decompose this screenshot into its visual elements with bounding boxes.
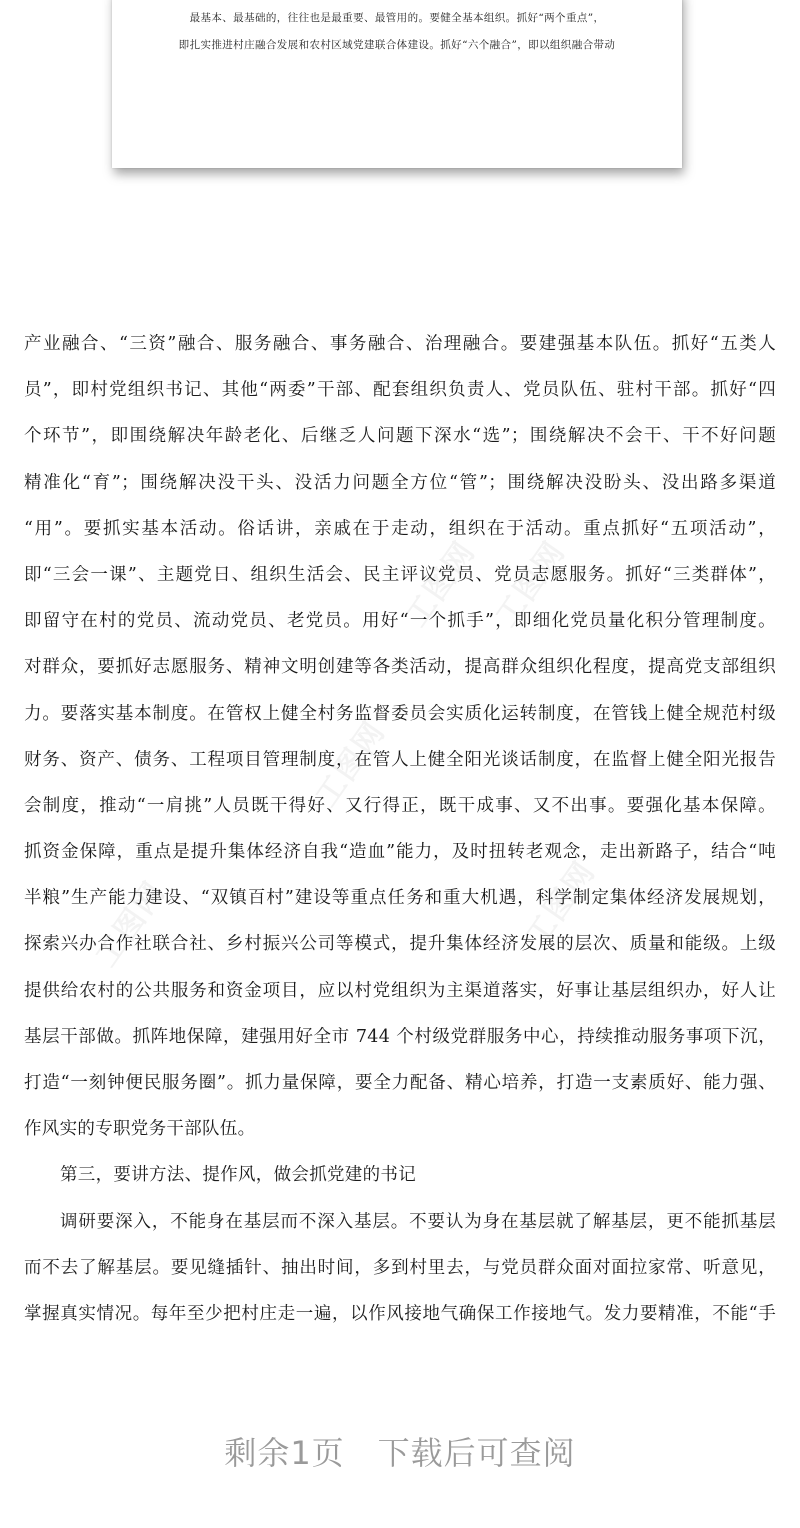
text-line: 打造“一刻钟便民服务圈”。抓力量保障，要全力配备、精心培养，打造一支素质好、能力强、	[24, 1073, 776, 1093]
previous-page-card	[112, 0, 682, 168]
text-line: “用”。要抓实基本活动。俗话讲，亲戚在于走动，组织在于活动。重点抓好“五项活动”，	[24, 518, 776, 539]
watermark: 工图网	[309, 714, 393, 814]
text-line: 对群众，要抓好志愿服务、精神文明创建等各类活动，提高群众组织化程度，提高党支部组织	[24, 657, 776, 678]
text-line: 会制度，推动“一肩挑”人员既干得好、又行得正，既干成事、又不出事。要强化基本保障。	[24, 795, 776, 816]
text-line: 个环节”，即围绕解决年龄老化、后继乏人问题下深水“选”；围绕解决不会干、干不好问题	[24, 426, 776, 447]
text-line: 产业融合、“三资”融合、服务融合、事务融合、治理融合。要建强基本队伍。抓好“五类人	[24, 334, 776, 354]
text-line: 员”，即村党组织书记、其他“两委”干部、配套组织负责人、党员队伍、驻村干部。抓好“四	[24, 380, 776, 401]
section-heading: 第三，要讲方法、提作风，做会抓党建的书记	[60, 1165, 416, 1186]
document-body	[24, 321, 776, 1337]
text-line: 力。要落实基本制度。在管权上健全村务监督委员会实质化运转制度，在管钱上健全规范村级	[24, 703, 776, 724]
text-line: 即“三会一课”、主题党日、组织生活会、民主评议党员、党员志愿服务。抓好“三类群体”，	[24, 564, 776, 585]
previous-page-line: 最基本、最基础的，往往也是最重要、最管用的。要健全基本组织。抓好“两个重点”，	[189, 12, 605, 24]
text-line: 调研要深入，不能身在基层而不深入基层。不要认为身在基层就了解基层，更不能抓基层	[60, 1211, 776, 1232]
watermark: 工图网	[89, 874, 173, 974]
previous-page-line: 即扎实推进村庄融合发展和农村区域党建联合体建设。抓好“六个融合”，即以组织融合带动	[178, 39, 616, 51]
watermark: 工图网	[519, 854, 603, 954]
watermark: 工图网	[489, 534, 573, 634]
text-line: 探索兴办合作社联合社、乡村振兴公司等模式，提升集体经济发展的层次、质量和能级。上级	[24, 934, 776, 955]
text-line: 作风实的专职党务干部队伍。	[24, 1119, 256, 1140]
remaining-pages-notice[interactable]: 剩余1页 下载后可查阅	[224, 1434, 576, 1472]
text-line: 即留守在村的党员、流动党员、老党员。用好“一个抓手”，即细化党员量化积分管理制度。	[24, 611, 776, 632]
text-line: 抓资金保障，重点是提升集体经济自我“造血”能力，及时扭转老观念，走出新路子，结合“吨	[24, 842, 776, 863]
text-line: 半粮”生产能力建设、“双镇百村”建设等重点任务和重大机遇，科学制定集体经济发展规划，	[24, 888, 776, 909]
text-line: 财务、资产、债务、工程项目管理制度，在管人上健全阳光谈话制度，在监督上健全阳光报告	[24, 749, 776, 770]
watermark: 工图网	[399, 534, 483, 634]
text-line: 而不去了解基层。要见缝插针、抽出时间，多到村里去，与党员群众面对面拉家常、听意见，	[24, 1257, 776, 1278]
text-line: 精准化“育”；围绕解决没干头、没活力问题全方位“管”；围绕解决没盼头、没出路多渠道	[24, 472, 776, 493]
text-line: 掌握真实情况。每年至少把村庄走一遍，以作风接地气确保工作接地气。发力要精准，不能“手	[24, 1303, 776, 1324]
text-line: 基层干部做。抓阵地保障，建强用好全市 744 个村级党群服务中心，持续推动服务事项下沉，	[24, 1026, 776, 1047]
text-line: 提供给农村的公共服务和资金项目，应以村党组织为主渠道落实，好事让基层组织办，好人让	[24, 980, 776, 1001]
